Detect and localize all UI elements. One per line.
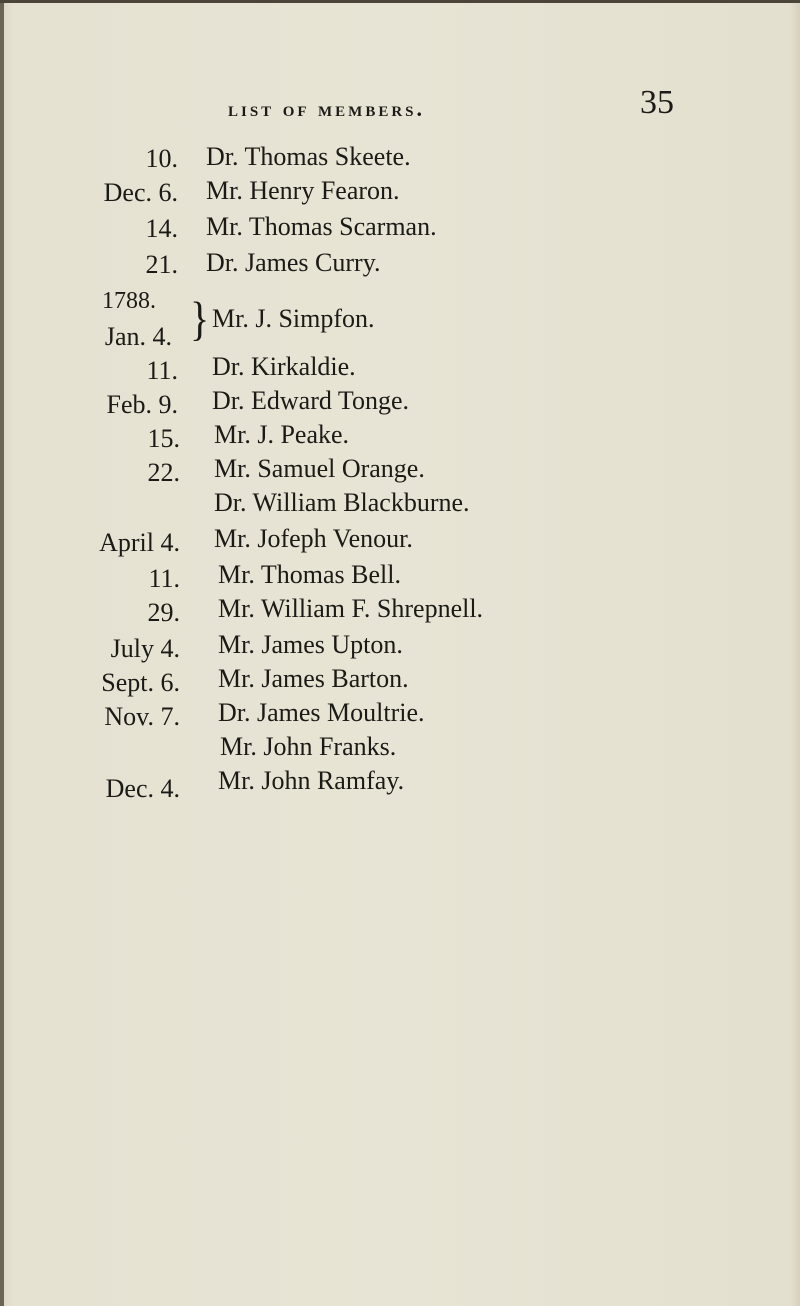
entry-date: 14. [145,214,178,243]
entry-name: Dr. Kirkaldie. [212,352,356,381]
entry-date: Dec. 4. [105,774,180,803]
running-header: list of members. [228,96,426,121]
entry-year: 1788. [102,288,156,314]
entry-name: Dr. Thomas Skeete. [206,142,411,171]
entry-date: Dec. 6. [103,178,178,207]
entry-name: Mr. James Upton. [218,630,403,659]
entry-date: April 4. [99,528,180,557]
entry-date: Jan. 4. [104,322,172,351]
entry-date: 22. [147,458,180,487]
entry-date: 10. [145,144,178,173]
entry-name: Mr. Henry Fearon. [206,176,400,205]
entry-name: Mr. J. Peake. [214,420,350,449]
entry-date: 11. [146,356,178,385]
entry-name: Mr. Jofeph Venour. [214,524,413,553]
page-edge [0,0,4,1306]
entry-date: July 4. [110,634,180,663]
entry-name: Mr. J. Simpfon. [212,304,375,333]
entry-date: 21. [145,250,178,279]
entry-name: Mr. John Ramfay. [218,766,405,795]
entry-name: Mr. William F. Shrepnell. [218,594,484,623]
entry-name: Mr. John Franks. [220,732,397,761]
entry-date: 15. [147,424,180,453]
entry-date: 11. [148,564,180,593]
entry-date: Nov. 7. [104,702,180,731]
entry-date: 29. [147,598,180,627]
entry-name: Dr. Edward Tonge. [212,386,409,415]
entry-name: Dr. James Curry. [206,248,381,277]
entry-name: Mr. Thomas Scarman. [206,212,437,241]
page-top-edge [0,0,800,3]
entry-date: Sept. 6. [101,668,180,697]
page-number: 35 [640,84,674,121]
entry-name: Mr. Samuel Orange. [214,454,425,483]
entry-name: Mr. James Barton. [218,664,409,693]
entry-name: Dr. William Blackburne. [214,488,470,517]
brace-glyph: } [190,291,210,346]
entry-date: Feb. 9. [106,390,178,419]
entry-name: Dr. James Moultrie. [218,698,425,727]
entry-name: Mr. Thomas Bell. [218,560,401,589]
